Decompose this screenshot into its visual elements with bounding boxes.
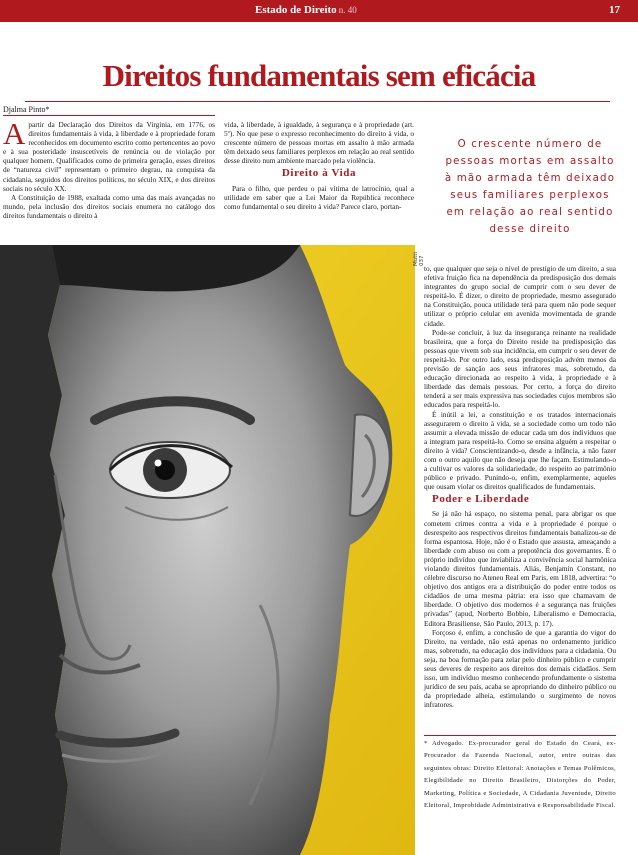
page-number: 17 (609, 4, 620, 16)
paragraph: Forçoso é, enfim, a conclusão de que a garantia do vigor do Direito, na verdade, não está apenas no ordenamento jurídico mas, sobretudo, na educação dos indivíduos para a cidadania. Ou seja, na boa formação para zelar pelo dinheiro público e cumprir seus deveres de respeito aos direitos dos demais cidadãos. Sem isso, um indivíduo mesmo conhecendo profundamente o sistema jurídico de seu país, acaba se apropriando do dinheiro público ou da propriedade alheia, estimulando o surgimento de novos infratores. (424, 627, 616, 710)
column-1 (3, 116, 215, 220)
header-bar (0, 0, 638, 22)
paragraph: Pode-se concluir, à luz da insegurança reinante na realidade brasileira, que a força do Direito reside na predisposição das pessoas que vivem sob sua incidência, em cumprir o seu dever de respeitá-lo. Por outro lado, essa predisposição advém menos da previsão de sanção aos seus infratores mas, sobretudo, da educação direcionada ao respeito à vida, à propriedade e à liberdade das demais pessoas. Por certo, a força do direito tenderá a ser mais expressiva nas sociedades cujos membros são educados para respeitá-lo. (424, 327, 616, 410)
paragraph: É inútil a lei, a constituição e os tratados internacionais assegurarem o direito à vida, se a sociedade como um todo não assumir a elevada missão de educar cada um dos indivíduos que a integram para respeitá-lo. Como se ensina alguém a respeitar o direito à vida? Conscientizando-o, desde a infância, a não fazer com o outro aquilo que não deseja que lhe façam. Estimulando-o a cultivar os valores da solidariedade, do respeito ao patrimônio público e privado. Punindo-o, enfim, exemplarmente, aqueles que ousam violar os direitos qualificados de fundamentais. (424, 409, 616, 492)
paragraph: Se já não há espaço, no sistema penal, para abrigar os que cometem crimes contra a vida e à propriedade é porque o desrespeito aos respectivos direitos fundamentais banalizou-se de forma espantosa. Hoje, não é o Estado que assusta, ameaçando a liberdade com abuso ou com a prepotência dos governantes. É o próprio indivíduo que inviabiliza a convivência social harmônica violando direitos fundamentais. Aliás, Benjamin Constant, no célebre discurso no Ateneu Real em Paris, em 1818, advertira: “o objetivo dos antigos era a distribuição do poder entre todos os cidadãos de uma mesma pátria: era isso que chamavam de liberdade. O objetivo dos modernos é a segurança nas fruições privadas” (apud, Norberto Bobbio, Liberalismo e Democracia, Editora Brasiliense, São Paulo, 2013, p. 17). (424, 509, 616, 628)
author-rule (3, 115, 215, 116)
author-name: Djalma Pinto* (3, 105, 50, 114)
author-footnote: * Advogado. Ex-procurador geral do Estado do Ceará, ex-Procurador da Fazenda Nacional, autor, entre outras das seguintes obras: Direito Eleitoral: Anotações e Temas Polêmicos, Elegibilidade no Direito Brasileiro, Distorções do Poder, Marketing, Política e Sociedade, A Cidadania Juventude, Direito Eleitoral, Improbidade Administrativa e Responsabilidade Fiscal. (424, 740, 616, 810)
subheading-poder-e-liberdade: Poder e Liberdade (432, 493, 530, 506)
edition-number: n. 40 (338, 5, 357, 15)
footnote-rule (424, 735, 616, 736)
pull-quote: O crescente número de pessoas mortas em assalto à mão armada têm deixado seus familiares perplexos em relação ao real sentido desse direito (444, 139, 616, 235)
column-2 (224, 120, 414, 211)
paragraph: to, que qualquer que seja o nível de prestígio de um direito, a sua efetiva fruição fica na dependência da predisposição dos demais integrantes do grupo social de cumprir com o seu dever de respeitá-lo. É dizer, o direito de propriedade, mesmo assegurado na Constituição, pouca utilidade terá para quem não pode sequer utilizar o próprio celular em avenida movimentada de grande cidade. (424, 264, 616, 328)
drop-cap: A (3, 116, 26, 151)
column-3 (424, 264, 616, 710)
face-photo (0, 245, 415, 855)
publication-title: Estado de Direito n. 40 (255, 4, 357, 16)
article-title: Direitos fundamentais sem eficácia (102, 58, 536, 93)
subheading-direito-a-vida: Direito à Vida (281, 167, 357, 180)
photo-credit: Mutti 037 (413, 251, 425, 266)
paragraph: Para o filho, que perdeu o pai vítima de latrocínio, qual a utilidade em saber que a Lei Maior da República reconhece como fundamental o seu direito à vida? Parece claro, portan- (224, 183, 414, 211)
paragraph: vida, à liberdade, à igualdade, à segurança e à propriedade (art. 5º). No que pese o expresso reconhecimento do direito à vida, o crescente número de pessoas mortas em assalto à mão armada têm deixado seus familiares perplexos em relação ao real sentido desse direito num ambiente marcado pela violência. (224, 120, 414, 166)
paragraph: Apartir da Declaração dos Direitos da Virgínia, em 1776, os direitos fundamentais à vida, à liberdade e à propriedade foram reconhecidos em documento escrito como pertencentes ao povo e à sua posteridade insuscetíveis de renúncia ou de violação por qualquer homem. Qualificados como de primeira geração, esses direitos de “natureza civil” representam o primeiro degrau, na conquista da cidadania, seguidos dos direitos políticos, no século XIX, e dos direitos sociais no século XX. (3, 116, 215, 193)
title-rule (25, 101, 610, 102)
paragraph: A Constituição de 1988, exaltada como uma das mais avançadas no mundo, pela inclusão dos direitos sociais enumera no catálogo dos direitos fundamentais o direito à (3, 192, 215, 220)
